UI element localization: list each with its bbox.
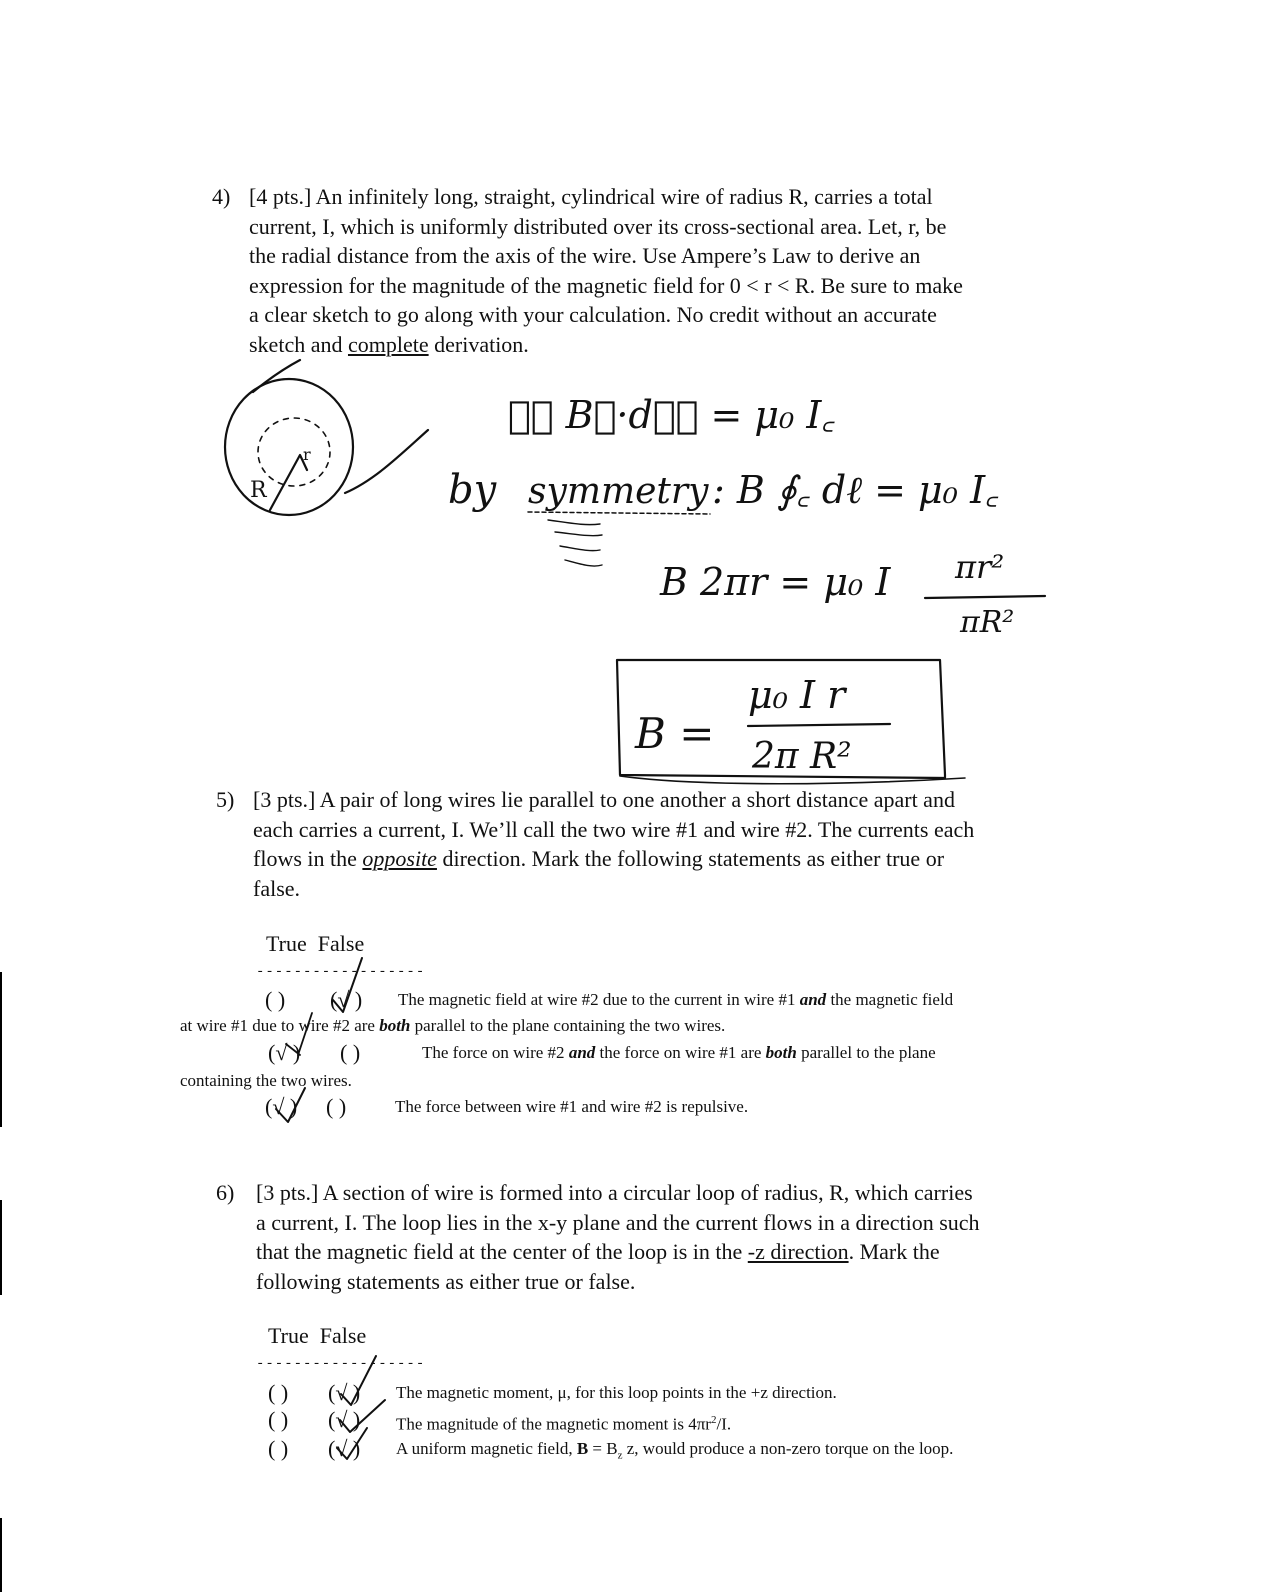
svg-text:πR²: πR² (960, 605, 1015, 640)
q5-s1-true-mark: ( ) (265, 987, 286, 1012)
question-4-line: the radial distance from the axis of the wire. Use Ampere’s Law to derive an (249, 243, 921, 268)
q6-header-divider: ------------------ (256, 1356, 426, 1372)
q6-s1-true-mark: ( ) (268, 1380, 289, 1405)
svg-text:B =: B = (635, 709, 715, 758)
sketch-label-r: r (303, 445, 311, 464)
question-4-line: current, I, which is uniformly distributed over its cross-sectional area. Let, r, be (249, 213, 947, 239)
q6-s2-true-mark: ( ) (268, 1407, 289, 1432)
underlined-complete: complete (347, 331, 429, 357)
q6-s2-false-mark: (√ ) (328, 1407, 361, 1432)
question-5-line: [3 pts.] A pair of long wires lie parallel to one another a short distance apart and (253, 787, 955, 812)
question-4-number: 4) (212, 184, 231, 209)
q5-header-divider: ------------------ (256, 964, 426, 980)
q5-s2-false-mark: ( ) (340, 1040, 361, 1065)
question-5-line: each carries a current, I. We’ll call the two wire #1 and wire #2. The currents each (253, 816, 975, 842)
amperes-law-equation: ∮꜀ B⃗·dℓ⃗ = μ₀ I꜀ (508, 393, 835, 437)
q6-s1-false-mark: (√ ) (328, 1380, 361, 1405)
question-4-line: sketch and complete derivation. (249, 331, 529, 357)
q5-s3-false-mark: ( ) (326, 1094, 347, 1119)
question-5-line: false. (253, 875, 301, 901)
question-6-line: following statements as either true or false. (256, 1268, 636, 1294)
question-6-text (256, 1178, 980, 1296)
emphasis-opposite: opposite (362, 846, 437, 871)
svg-text:2π R²: 2π R² (752, 736, 852, 777)
question-6-line: a current, I. The loop lies in the x-y plane and the current flows in a direction such (256, 1209, 980, 1235)
q6-statement-3: A uniform magnetic field, $B = B_z$ z, would produce a non-zero torque on the loop. (396, 1439, 954, 1462)
svg-text:B 2πr = μ₀ I: B 2πr = μ₀ I (660, 560, 891, 604)
question-5-text (253, 785, 974, 903)
wire-cross-section-sketch (225, 360, 428, 515)
svg-text:by: by (448, 467, 497, 513)
svg-text:μ₀ I r: μ₀ I r (748, 673, 846, 717)
symmetry-word: symmetry (528, 471, 709, 512)
question-6-line: [3 pts.] A section of wire is formed into a circular loop of radius, R, which carries (256, 1180, 973, 1205)
q6-true-false-header: True False (268, 1323, 367, 1348)
underlined-minus-z-direction: -z direction (747, 1239, 849, 1264)
q5-statement-3: The force between wire #1 and wire #2 is repulsive. (395, 1097, 749, 1116)
svg-text:πr²: πr² (955, 548, 1005, 586)
question-4-line: a clear sketch to go along with your calculation. No credit without an accurate (249, 302, 937, 327)
boxed-answer (617, 660, 965, 784)
q6-statement-2: The magnitude of the magnetic moment is $4\pi r^2/I$. (396, 1414, 732, 1434)
question-6-number: 6) (216, 1180, 235, 1205)
q5-s2-true-mark: (√ ) (268, 1040, 301, 1065)
question-4-line: [4 pts.] An infinitely long, straight, cylindrical wire of radius R, carries a total (249, 184, 933, 209)
question-5-line: flows in the opposite direction. Mark the following statements as either true or (253, 846, 945, 871)
q6-statement-1: The magnetic moment, μ, for this loop points in the +z direction. (396, 1383, 837, 1402)
q5-s1-false-mark: (√ ) (330, 987, 363, 1012)
q5-s3-true-mark: (√ ) (265, 1094, 298, 1119)
sketch-label-R: R (250, 478, 267, 503)
question-6-line: that the magnetic field at the center of the loop is in the -z direction. Mark the (256, 1239, 940, 1264)
q5-statement-2-cont: containing the two wires. (180, 1071, 352, 1090)
symmetry-step (448, 467, 999, 566)
question-4-line: expression for the magnitude of the magnetic field for 0 < r < R. Be sure to make (249, 272, 963, 298)
q5-statement-1-cont: at wire #1 due to wire #2 are both parallel to the plane containing the two wires. (180, 1016, 726, 1035)
q5-statement-1: The magnetic field at wire #2 due to the current in wire #1 and the magnetic field (398, 990, 954, 1009)
q5-statement-2: The force on wire #2 and the force on wire #1 are both parallel to the plane (422, 1043, 936, 1062)
q6-s3-true-mark: ( ) (268, 1436, 289, 1461)
question-5-number: 5) (216, 787, 235, 812)
q5-true-false-header: True False (266, 931, 365, 956)
substitution-step (659, 548, 1045, 640)
q6-s3-false-mark: (√ ) (328, 1436, 361, 1461)
svg-text:: B ∮꜀ dℓ = μ₀ I꜀: : B ∮꜀ dℓ = μ₀ I꜀ (712, 468, 999, 512)
